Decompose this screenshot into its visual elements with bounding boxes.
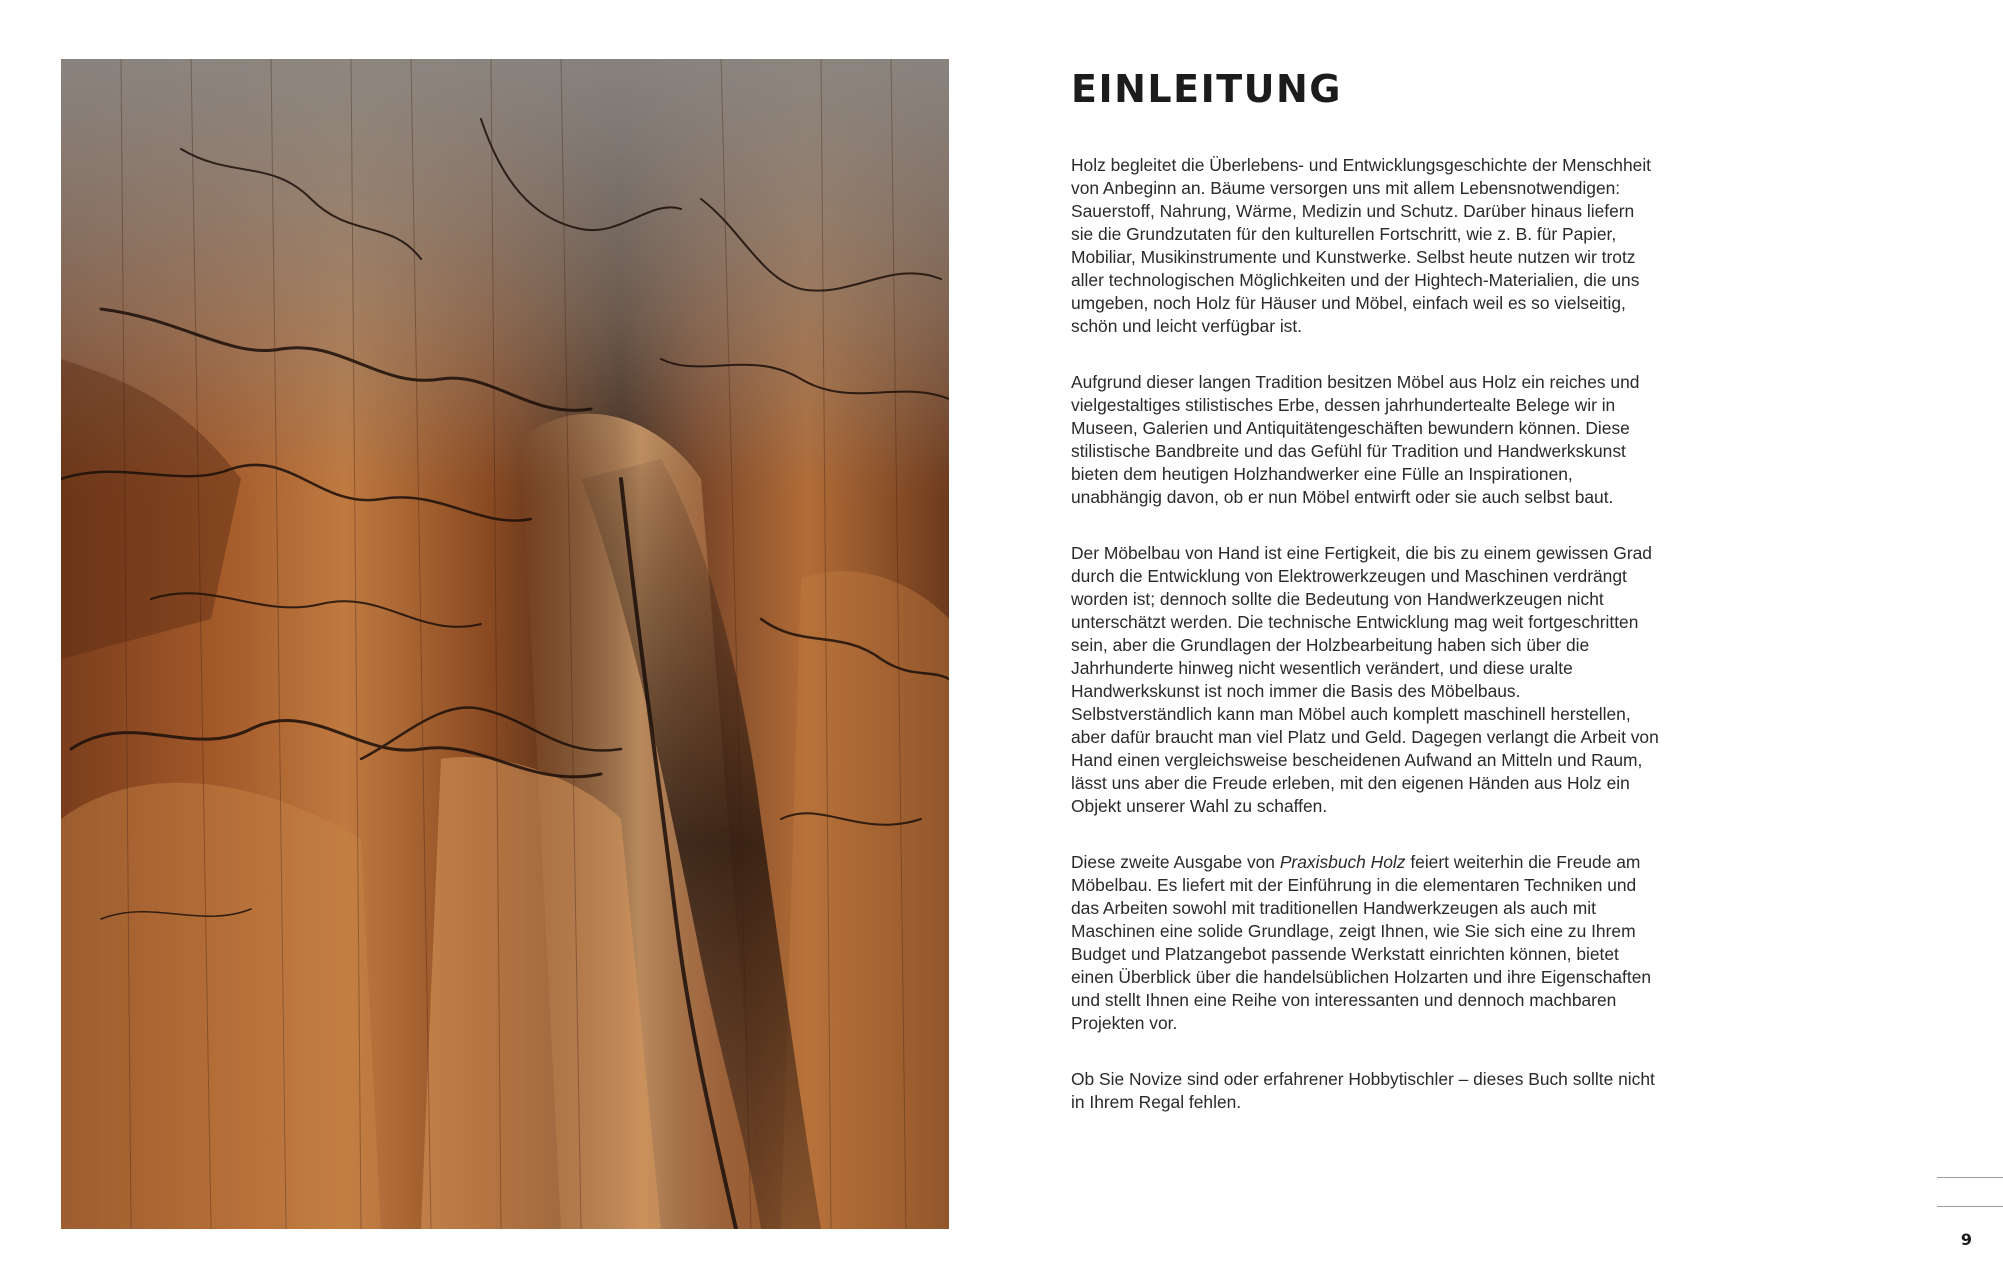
margin-rule xyxy=(1937,1206,2003,1207)
page-title: EINLEITUNG xyxy=(1071,67,1342,111)
book-title: Praxisbuch Holz xyxy=(1279,852,1406,872)
margin-rule xyxy=(1937,1177,2003,1178)
page-number: 9 xyxy=(1960,1230,1972,1249)
wood-texture-photo xyxy=(61,59,949,1229)
text-column xyxy=(1071,66,1661,1147)
wood-texture-drawing xyxy=(61,59,949,1229)
paragraph: Aufgrund dieser langen Tradition besitzen Möbel aus Holz ein reiches und vielgestaltiges stilistisches Erbe, dessen jahrhundertealte Belege wir in Museen, Galerien und Antiquitätengeschäften bewundern können. Diese stilistische Bandbreite und das Gefühl für Tradition und Handwerkskunst bieten dem heutigen Holzhandwerker eine Fülle an Inspirationen, unabhängig davon, ob er nun Möbel entwirft oder sie auch selbst baut. xyxy=(1071,372,1640,507)
paragraph xyxy=(1071,851,1661,1035)
paragraph: Der Möbelbau von Hand ist eine Fertigkeit, die bis zu einem gewissen Grad durch die Entwicklung von Elektrowerkzeugen und Maschinen verdrängt worden ist; dennoch sollte die Bedeutung von Handwerkzeugen nicht unterschätzt werden. Die technische Entwicklung mag weit fortgeschritten sein, aber die Grundlagen der Holzbearbeitung haben sich über die Jahrhunderte hinweg nicht wesentlich verändert, und diese uralte Handwerkskunst ist noch immer die Basis des Möbelbaus. Selbstverständlich kann man Möbel auch komplett maschinell herstellen, aber dafür braucht man viel Platz und Geld. Dagegen verlangt die Arbeit von Hand einen vergleichsweise bescheidenen Aufwand an Mitteln und Raum, lässt uns aber die Freude erleben, mit den eigenen Händen aus Holz ein Objekt unserer Wahl zu schaffen. xyxy=(1071,543,1659,816)
paragraph: Ob Sie Novize sind oder erfahrener Hobbytischler – dieses Buch sollte nicht in Ihrem Regal fehlen. xyxy=(1071,1069,1655,1112)
paragraph-text: Diese zweite Ausgabe von xyxy=(1071,852,1280,872)
paragraph: Holz begleitet die Überlebens- und Entwicklungsgeschichte der Menschheit von Anbeginn an. Bäume versorgen uns mit allem Lebensnotwendigen: Sauerstoff, Nahrung, Wärme, Medizin und Schutz. Darüber hinaus liefern sie die Grundzutaten für den kulturellen Fortschritt, wie z. B. für Papier, Mobiliar, Musikinstrumente und Kunstwerke. Selbst heute nutzen wir trotz aller technologischen Möglichkeiten und der Hightech-Materialien, die uns umgeben, noch Holz für Häuser und Möbel, einfach weil es so vielseitig, schön und leicht verfügbar ist. xyxy=(1071,155,1652,336)
paragraph-text: feiert weiterhin die Freude am Möbelbau. Es liefert mit der Einführung in die elementaren Techniken und das Arbeiten sowohl mit traditionellen Handwerkzeugen als auch mit Maschinen eine solide Grundlage, zeigt Ihnen, wie Sie sich eine zu Ihrem Budget und Platzangebot passende Werkstatt einrichten können, bietet einen Überblick über die handelsüblichen Holzarten und ihre Eigenschaften und stellt Ihnen eine Reihe von interessanten und dennoch machbaren Projekten vor. xyxy=(1071,852,1652,1033)
